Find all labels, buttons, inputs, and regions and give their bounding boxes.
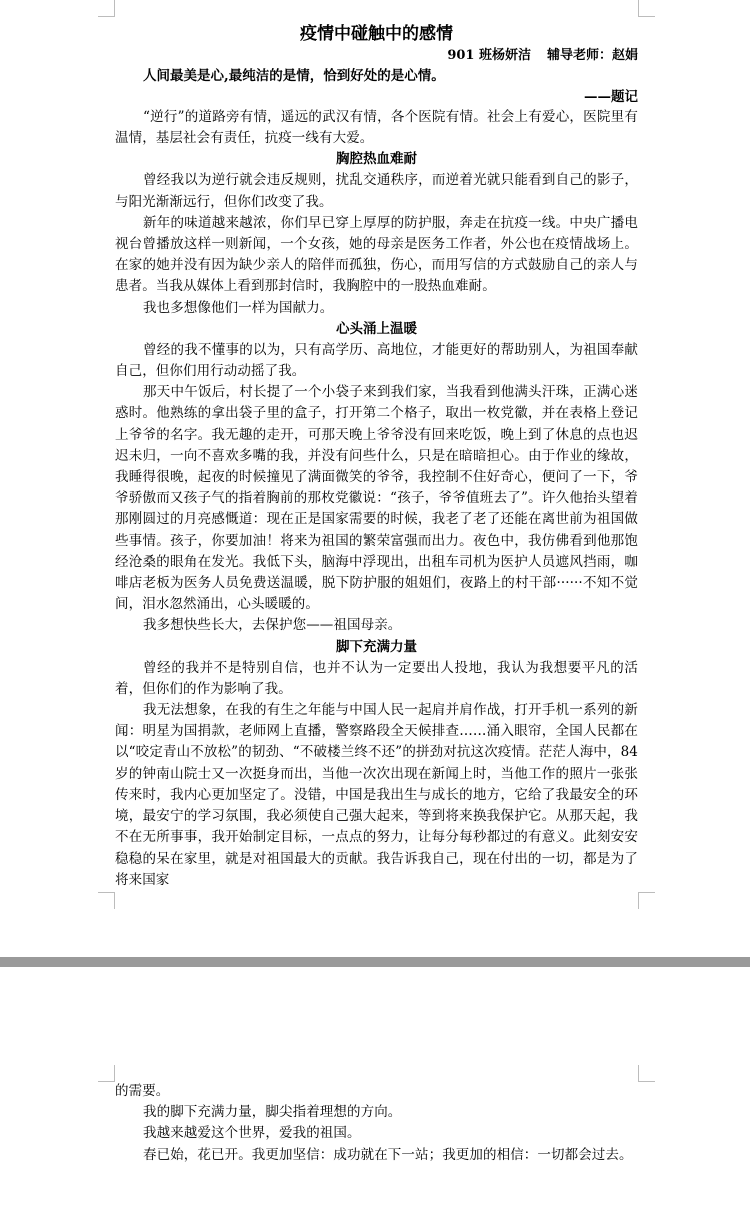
paragraph: 我无法想象，在我的有生之年能与中国人民一起肩并肩作战，打开手机一系列的新闻：明星为国捐款，老师网上直播，警察路段全天候排查……涌入眼帘，全国人民都在以“咬定青山不放松”的韧劲、“不破楼兰终不还”的拼劲对抗这次疫情。茫茫人海中，84 岁的钟南山院士又一次挺身而出，当他一次次出现在新闻上时，当他工作的照片一张张传来时，我内心更加坚定了。没错，中国是我出生与成长的地方，它给了我最安全的环境，最安宁的学习氛围，我必须使自己强大起来，等到将来换我保护它。从那天起，我不在无所事事，我开始制定目标，一点点的努力，让每分每秒都过的有意义。此刻安安稳稳的呆在家里，就是对祖国最大的贡献。我告诉我自己，现在付出的一切，都是为了将来国家 — [115, 702, 638, 888]
author-class-name: 901 班杨妍洁 — [447, 48, 531, 63]
margin-corner-mark — [98, 0, 115, 17]
margin-corner-mark — [638, 892, 655, 909]
paragraph: 我多想快些长大，去保护您——祖国母亲。 — [143, 617, 402, 634]
paragraph: 曾经的我不懂事的以为，只有高学历、高地位，才能更好的帮助别人，为祖国奉献自己，但你们用行动动摇了我。 — [115, 341, 638, 380]
paragraph: 曾经的我并不是特别自信，也并不认为一定要出人投地，我认为我想要平凡的活着，但你们的作为影响了我。 — [115, 659, 638, 697]
section-heading: 脚下充满力量 — [336, 638, 417, 655]
section-heading: 胸腔热血难耐 — [336, 151, 417, 168]
paragraph: 我的脚下充满力量，脚尖指着理想的方向。 — [143, 1104, 402, 1121]
intro-paragraph: “逆行”的道路旁有情，遥远的武汉有情，各个医院有情。社会上有爱心，医院里有温情，基层社会有责任，抗疫一线有大爱。 — [115, 109, 638, 147]
margin-corner-mark — [638, 0, 655, 17]
margin-corner-mark — [98, 892, 115, 909]
paragraph: 那天中午饭后，村长提了一个小袋子来到我们家，当我看到他满头汗珠，正满心迷惑时。他熟练的拿出袋子里的盒子，打开第二个格子，取出一枚党徽，并在表格上登记上爷爷的名字。我无趣的走开，可那天晚上爷爷没有回来吃饭，晚上到了休息的点也迟迟未归，一向不喜欢多嘴的我，并没有问些什么，只是在暗暗担心。由于作业的缘故，我睡得很晚，起夜的时候撞见了满面微笑的爷爷，我控制不住好奇心，便问了一下，爷爷骄傲而又孩子气的指着胸前的那枚党徽说：“孩子，爷爷值班去了”。许久他抬头望着那刚圆过的月亮感慨道：现在正是国家需要的时候，我老了老了还能在离世前为祖国做些事情。孩子，你要加油！将来为祖国的繁荣富强而出力。夜色中，我仿佛看到他那饱经沧桑的眼角在发光。我低下头，脑海中浮现出，出租车司机为医护人员遮风挡雨，咖啡店老板为医务人员免费送温暖，脱下防护服的姐姐们，夜路上的村干部······不知不觉间，泪水忽然涌出，心头暖暖的。 — [115, 384, 638, 613]
essay-title: 疫情中碰触中的感情 — [300, 24, 453, 44]
paragraph: 我越来越爱这个世界，爱我的祖国。 — [143, 1125, 361, 1142]
paragraph: 曾经我以为逆行就会违反规则，扰乱交通秩序，而逆着光就只能看到自己的影子，与阳光渐渐远行，但你们改变了我。 — [115, 172, 638, 210]
margin-corner-mark — [638, 1065, 655, 1082]
margin-corner-mark — [98, 1065, 115, 1082]
paragraph: 新年的味道越来越浓，你们早已穿上厚厚的防护服，奔走在抗疫一线。中央广播电视台曾播放这样一则新闻，一个女孩，她的母亲是医务工作者，外公也在疫情战场上。在家的她并没有因为缺少亲人的陪伴而孤独，伤心，而用写信的方式鼓励自己的亲人与患者。当我从媒体上看到那封信时，我胸腔中的一股热血难耐。 — [115, 214, 638, 295]
paragraph: 我也多想像他们一样为国献力。 — [143, 299, 334, 316]
byline — [115, 46, 638, 66]
teacher-name: 辅导老师：赵娟 — [546, 48, 638, 63]
epigraph-attribution: ——题记 — [584, 89, 638, 105]
document-page-2 — [0, 967, 750, 1212]
section-heading: 心头涌上温暖 — [336, 320, 417, 337]
epigraph: 人间最美是心,最纯洁的是情，恰到好处的是心情。 — [143, 68, 445, 84]
paragraph: 的需要。 — [115, 1083, 170, 1099]
page-separator — [0, 957, 750, 967]
page-1-content — [115, 22, 638, 891]
paragraph: 春已始，花已开。我更加坚信：成功就在下一站；我更加的相信：一切都会过去。 — [143, 1146, 633, 1163]
page-2-content — [115, 1081, 638, 1166]
